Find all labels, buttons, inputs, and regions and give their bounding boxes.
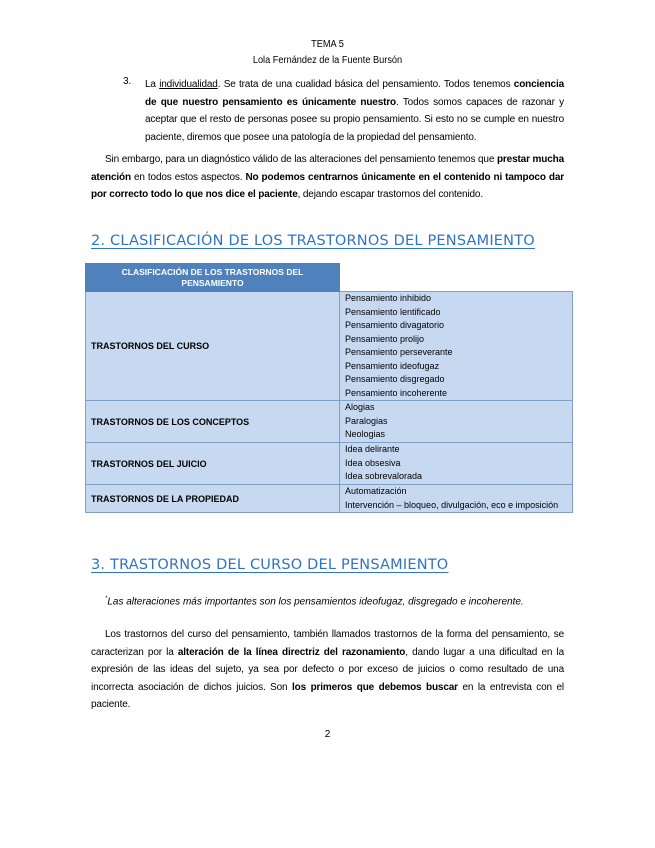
subtype-item: Idea sobrevalorada [345, 471, 423, 481]
note-quote [105, 592, 565, 609]
subtypes-cell [340, 401, 573, 443]
text-run: . Todos somos capaces de razonar y aceptar que el resto de personas posee su propio pensamiento. Si esto no se cumple en nuestro paciente, diremos que posee una patología de la propiedad del pensamiento. [145, 96, 564, 143]
subtype-item: Pensamiento perseverante [345, 347, 453, 357]
category-cell: TRASTORNOS DE LOS CONCEPTOS [86, 401, 340, 443]
text-run: , dando lugar a una dificultad en la expresión de las ideas del sujeto, ya sea por defecto o por exceso de juicios o como resultado de una incorrecta asociación de dichos juicios. Son [91, 646, 564, 693]
bold-text: conciencia de que nuestro pensamiento es únicamente nuestro [145, 79, 564, 108]
table-header-row [86, 264, 573, 292]
bold-text: prestar mucha atención [91, 154, 564, 183]
text-run: La [145, 79, 160, 90]
subtype-item: Paralogias [345, 415, 388, 426]
category-cell: TRASTORNOS DEL CURSO [86, 292, 340, 401]
text-run: Los trastornos del curso del pensamiento, también llamados trastornos de la forma del pensamiento, se caracterizan por la [91, 629, 564, 658]
subtypes-cell [340, 443, 573, 485]
text-run: en la entrevista con el paciente. [91, 681, 565, 710]
paragraph-diagnostico [91, 151, 564, 204]
quote-marker: * [105, 596, 108, 602]
text-run: en todos estos aspectos. [130, 171, 246, 183]
text-run: , dejando escapar trastornos del contenido. [297, 189, 483, 200]
bold-text: alteración de la línea directriz del razonamiento [177, 646, 406, 658]
classification-table [85, 263, 573, 513]
section-heading-trastornos-curso: 3. TRASTORNOS DEL CURSO DEL PENSAMIENTO [91, 557, 449, 573]
table-row [86, 485, 573, 513]
subtype-item: Pensamiento disgregado [345, 374, 445, 384]
table-row [86, 443, 573, 485]
subtype-item: Pensamiento inhibido [345, 293, 432, 303]
text-run: . Se trata de una cualidad básica del pensamiento. Todos tenemos [217, 79, 514, 90]
subtype-item: Neologias [345, 429, 386, 439]
subtype-item: Idea obsesiva [345, 457, 401, 468]
subtype-item: Intervención – bloqueo, divulgación, eco e imposición [345, 499, 559, 510]
subtype-item: Pensamiento divagatorio [345, 320, 445, 330]
page-number: 2 [324, 729, 331, 740]
category-cell: TRASTORNOS DEL JUICIO [86, 443, 340, 485]
subtype-item: Alogias [345, 402, 375, 412]
table-row [86, 401, 573, 443]
table-row [86, 292, 573, 401]
subtype-item: Automatización [345, 486, 407, 496]
section-heading-clasificacion: 2. CLASIFICACIÓN DE LOS TRASTORNOS DEL PENSAMIENTO [91, 233, 535, 249]
header-topic: TEMA 5 [311, 39, 344, 50]
bold-text: No podemos centrarnos únicamente en el contenido ni tampoco dar por correcto todo lo que nos dice el paciente [91, 171, 564, 200]
subtype-item: Pensamiento ideofugaz [345, 360, 440, 371]
text-run: Sin embargo, para un diagnóstico válido de las alteraciones del pensamiento tenemos que [105, 154, 497, 165]
subtype-item: Pensamiento lentificado [345, 306, 441, 317]
bold-text: los primeros que debemos buscar [292, 681, 458, 693]
table-header-empty-cell [340, 264, 573, 292]
underlined-term: individualidad [159, 79, 218, 90]
subtype-item: Pensamiento prolijo [345, 333, 425, 344]
subtypes-cell [340, 292, 573, 401]
list-item-number: 3. [123, 76, 132, 87]
subtypes-cell [340, 485, 573, 513]
table-header-cell: CLASIFICACIÓN DE LOS TRASTORNOS DEL PENSAMIENTO [86, 264, 340, 292]
subtype-item: Pensamiento incoherente [345, 387, 448, 398]
paragraph-trastornos-curso [91, 626, 564, 714]
list-item-individualidad [145, 76, 564, 146]
quote-text: Las alteraciones más importantes son los pensamientos ideofugaz, disgregado e incoherente. [107, 596, 524, 608]
subtype-item: Idea delirante [345, 444, 400, 454]
header-author: Lola Fernández de la Fuente Bursón [252, 55, 403, 66]
category-cell: TRASTORNOS DE LA PROPIEDAD [86, 485, 340, 513]
